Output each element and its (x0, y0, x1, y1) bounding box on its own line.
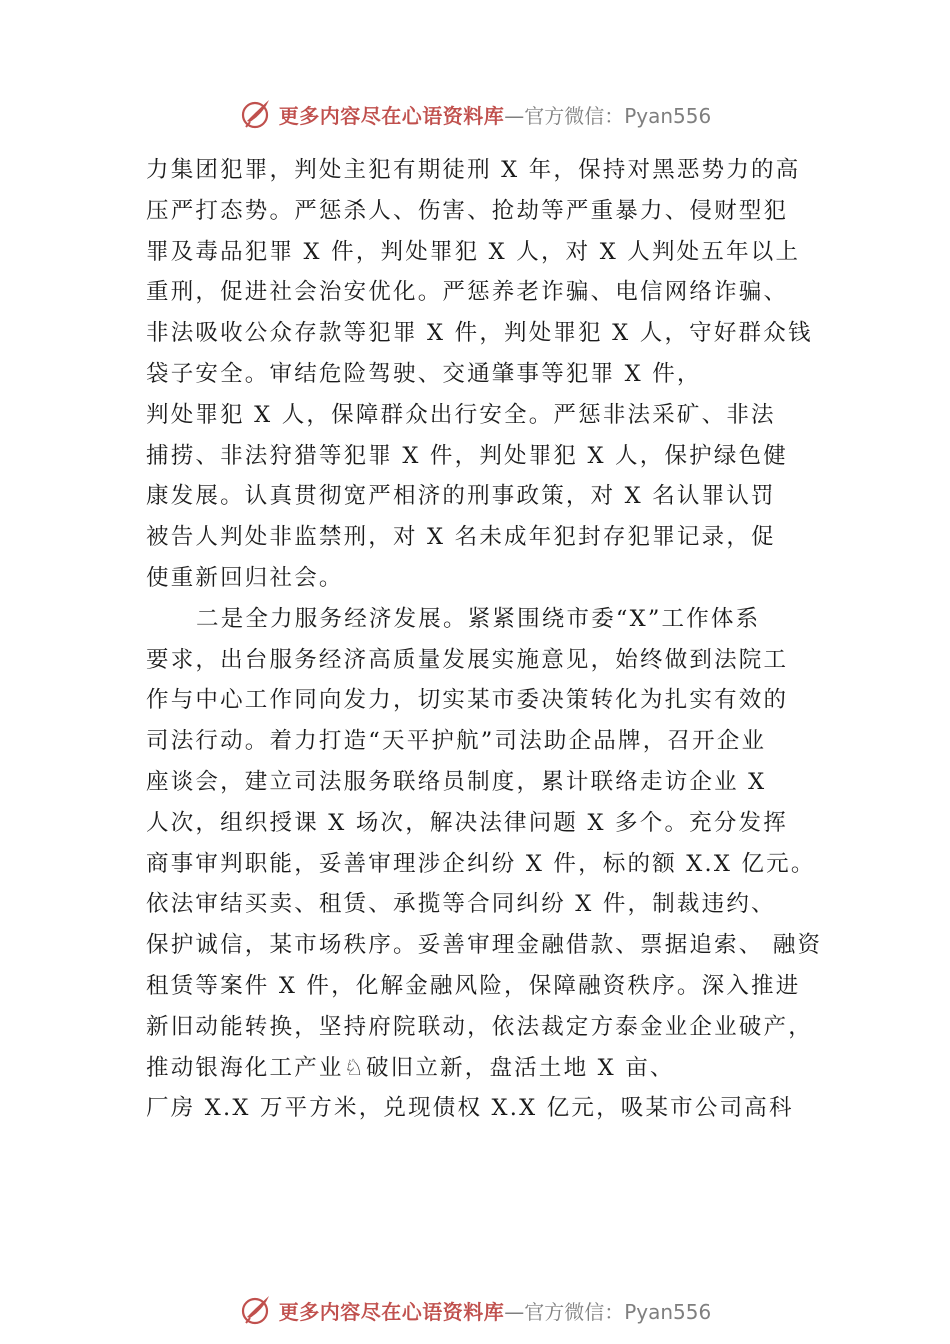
text-line: 作与中心工作同向发力，切实某市委决策转化为扎实有效的 (146, 687, 789, 714)
text-line: 人次，组织授课 X 场次，解决法律问题 X 多个。充分发挥 (146, 809, 788, 836)
text-line: 使重新回归社会。 (146, 564, 344, 591)
text-line: 要求，出台服务经济高质量发展实施意见，始终做到法院工 (146, 646, 789, 673)
text-line: 被告人判处非监禁刑，对 X 名未成年犯封存犯罪记录，促 (146, 524, 776, 551)
header-site-name: 更多内容尽在心语资料库 (278, 103, 505, 128)
text-line: 商事审判职能，妥善审理涉企纠纷 X 件，标的额 X.X 亿元。 (146, 850, 816, 877)
text-line: 推动银海化工产业♘破旧立新，盘活土地 X 亩、 (146, 1054, 675, 1081)
header-banner (0, 94, 950, 134)
text-line: 康发展。认真贯彻宽严相济的刑事政策，对 X 名认罪认罚 (146, 483, 776, 510)
quill-logo-icon (239, 97, 273, 131)
header-wechat-id: —官方微信：Pyan556 (504, 103, 712, 128)
text-line: 压严打态势。严惩杀人、伤害、抢劫等严重暴力、侵财型犯 (146, 197, 789, 224)
text-line: 袋子安全。审结危险驾驶、交通肇事等犯罪 X 件， (146, 360, 702, 387)
text-line: 新旧动能转换，坚持府院联动，依法裁定方泰金业企业破产， (146, 1013, 813, 1040)
text-line: 保护诚信，某市场秩序。妥善审理金融借款、票据追索、 融资 (146, 932, 823, 959)
paragraph-start-line: 二是全力服务经济发展。紧紧围绕市委“X”工作体系 (196, 605, 761, 632)
text-line: 罪及毒品犯罪 X 件，判处罪犯 X 人，对 X 人判处五年以上 (146, 238, 801, 265)
footer-banner (0, 1290, 950, 1330)
text-line: 重刑，促进社会治安优化。严惩养老诈骗、电信网络诈骗、 (146, 279, 789, 306)
text-line: 依法审结买卖、租赁、承揽等合同纠纷 X 件，制裁违约、 (146, 891, 776, 918)
text-line: 捕捞、非法狩猎等犯罪 X 件，判处罪犯 X 人，保护绿色健 (146, 442, 788, 469)
text-line: 座谈会，建立司法服务联络员制度，累计联络走访企业 X (146, 768, 767, 795)
text-line: 厂房 X.X 万平方米，兑现债权 X.X 亿元，吸某市公司高科 (146, 1095, 794, 1122)
footer-wechat-id: —官方微信：Pyan556 (504, 1299, 712, 1324)
text-line: 判处罪犯 X 人，保障群众出行安全。严惩非法采矿、非法 (146, 401, 776, 428)
text-line: 租赁等案件 X 件，化解金融风险，保障融资秩序。深入推进 (146, 972, 801, 999)
document-body (146, 150, 826, 1129)
text-line: 力集团犯罪，判处主犯有期徒刑 X 年，保持对黑恶势力的高 (146, 157, 801, 183)
footer-site-name: 更多内容尽在心语资料库 (278, 1299, 505, 1324)
quill-logo-icon (239, 1293, 273, 1327)
text-line: 司法行动。着力打造“天平护航”司法助企品牌，召开企业 (146, 728, 767, 755)
text-line: 非法吸收公众存款等犯罪 X 件，判处罪犯 X 人，守好群众钱 (146, 320, 813, 347)
